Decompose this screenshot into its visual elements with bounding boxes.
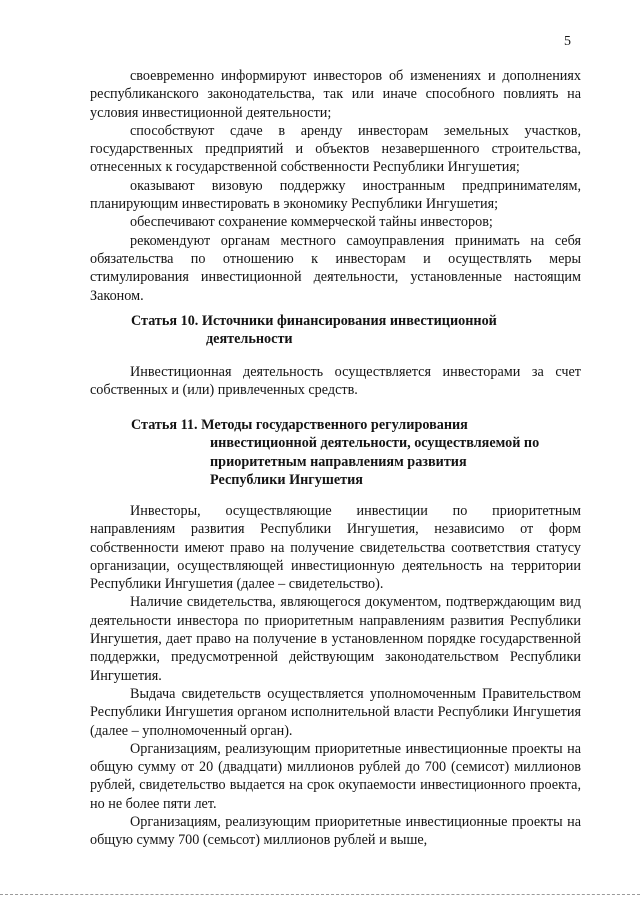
paragraph: обеспечивают сохранение коммерческой тайны инвесторов; [130,214,493,231]
paragraph: своевременно информируют инвесторов об изменениях и дополнениях республиканского законодательства, так или иначе способного повлиять на условия инвестиционной деятельности; [90,68,581,121]
paragraph: рекомендуют органам местного самоуправления принимать на себя обязательства по отношению к инвесторам и осуществлять меры стимулирования инвестиционной деятельности, установленные настоящим Законом. [90,232,581,304]
page-number: 5 [564,34,571,49]
article-title: приоритетным направлениям развития [210,453,467,470]
paragraph: способствуют сдаче в аренду инвесторам земельных участков, государственных предприятий и объектов незавершенного строительства, отнесенных к государственной собственности Республики Ингушетия; [90,122,581,176]
paragraph: Инвесторы, осуществляющие инвестиции по приоритетным направлениям развития Республики Ингушетия, независимо от форм собственности имеют право на получение свидетельства соответствия статусу организации, осуществляющей инвестиционную деятельность на территории Республики Ингушетия (далее – свидетельство). [90,503,581,593]
article-11-body [90,502,581,850]
article-title: деятельности [206,331,293,348]
article-11-heading [131,416,591,489]
paragraph: Наличие свидетельства, являющегося документом, подтверждающим вид деятельности инвестора по приоритетным направлениям развития Республики Ингушетия, дает право на получение в установленном порядке государственной поддержки, предусмотренной действующим законодательством Республики Ингушетия. [90,594,581,684]
article-10-heading [131,312,591,349]
obligations-list [90,67,581,305]
paragraph: Инвестиционная деятельность осуществляется инвесторами за счет собственных и (или) привлеченных средств. [90,364,581,399]
article-title: Статья 11. Методы государственного регулирования [131,417,468,433]
article-title: инвестиционной деятельности, осуществляемой по [210,435,540,452]
article-title: Статья 10. Источники финансирования инвестиционной [131,313,497,329]
paragraph: оказывают визовую поддержку иностранным предпринимателям, планирующим инвестировать в экономику Республики Ингушетия; [90,177,581,213]
paragraph: Организациям, реализующим приоритетные инвестиционные проекты на общую сумму 700 (семьсот) миллионов рублей и выше, [90,814,581,849]
scan-edge-divider [0,894,640,895]
paragraph: Выдача свидетельств осуществляется уполномоченным Правительством Республики Ингушетия органом исполнительной власти Республики Ингушетия (далее – уполномоченный орган). [90,685,581,739]
paragraph: Организациям, реализующим приоритетные инвестиционные проекты на общую сумму от 20 (двадцати) миллионов рублей до 700 (семисот) миллионов рублей, свидетельство выдается на срок окупаемости инвестиционного проекта, но не более пяти лет. [90,740,581,812]
article-10-body [90,363,581,400]
article-title: Республики Ингушетия [210,471,363,488]
